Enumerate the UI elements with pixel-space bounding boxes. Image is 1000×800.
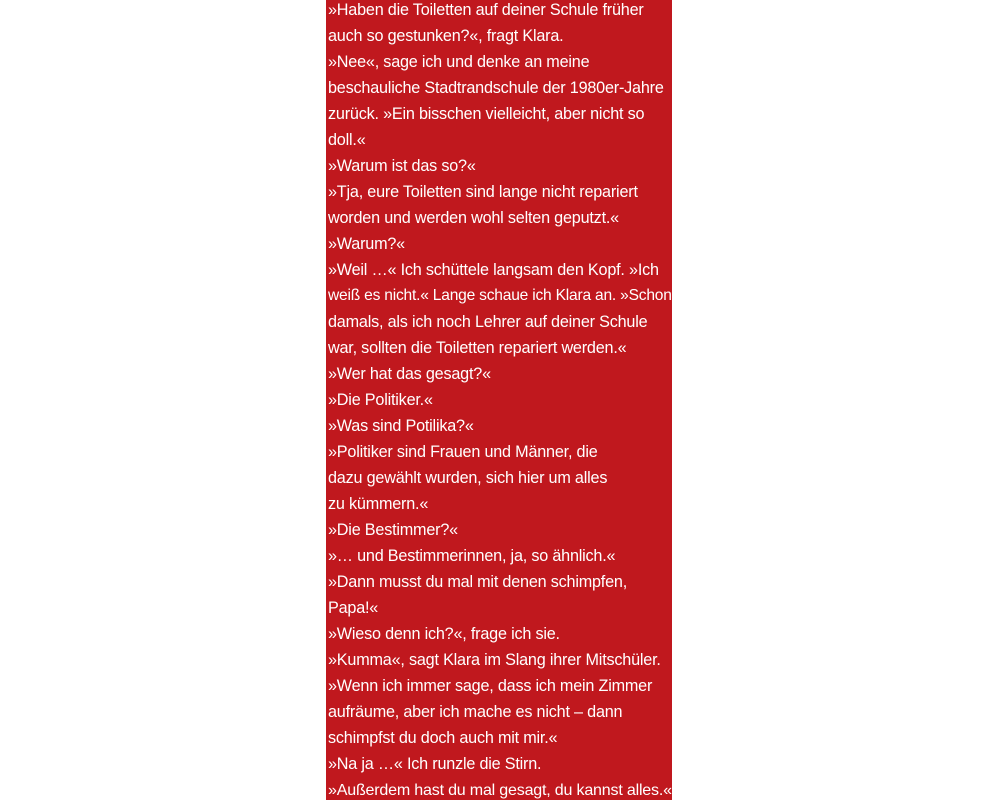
text-line: war, sollten die Toiletten repariert werden.«	[328, 339, 627, 357]
text-line: schimpfst du doch auch mit mir.«	[328, 729, 558, 747]
text-column	[326, 0, 672, 800]
text-line: »Nee«, sage ich und denke an meine	[328, 53, 590, 71]
text-line: zu kümmern.«	[328, 495, 429, 513]
text-line: »Haben die Toiletten auf deiner Schule früher	[328, 1, 644, 19]
text-line: »Außerdem hast du mal gesagt, du kannst alles.«	[328, 781, 672, 799]
text-line: »Warum?«	[328, 235, 405, 253]
text-line: »Kumma«, sagt Klara im Slang ihrer Mitschüler.	[328, 651, 661, 669]
text-line: »Die Bestimmer?«	[328, 521, 458, 539]
text-line: »Na ja …« Ich runzle die Stirn.	[328, 755, 542, 773]
text-line: beschauliche Stadtrandschule der 1980er-Jahre	[328, 79, 664, 97]
text-line: »… und Bestimmerinnen, ja, so ähnlich.«	[328, 547, 616, 565]
text-line: »Wieso denn ich?«, frage ich sie.	[328, 625, 560, 643]
text-line: »Die Politiker.«	[328, 391, 433, 409]
text-line: Papa!«	[328, 599, 379, 617]
text-line: »Weil …« Ich schüttele langsam den Kopf. »Ich	[328, 261, 659, 279]
text-line: »Wenn ich immer sage, dass ich mein Zimmer	[328, 677, 653, 695]
text-line: »Tja, eure Toiletten sind lange nicht repariert	[328, 183, 638, 201]
text-line: damals, als ich noch Lehrer auf deiner Schule	[328, 313, 648, 331]
text-line: »Wer hat das gesagt?«	[328, 365, 491, 383]
text-line: »Warum ist das so?«	[328, 157, 476, 175]
text-line: auch so gestunken?«, fragt Klara.	[328, 27, 564, 45]
text-line: »Politiker sind Frauen und Männer, die	[328, 443, 598, 461]
text-line: doll.«	[328, 131, 366, 149]
text-line: aufräume, aber ich mache es nicht – dann	[328, 703, 623, 721]
text-line: »Dann musst du mal mit denen schimpfen,	[328, 573, 628, 591]
text-line: zurück. »Ein bisschen vielleicht, aber nicht so	[328, 105, 645, 123]
text-line: dazu gewählt wurden, sich hier um alles	[328, 469, 608, 487]
text-line: weiß es nicht.« Lange schaue ich Klara an. »Schon	[328, 287, 672, 304]
text-line: worden und werden wohl selten geputzt.«	[328, 209, 619, 227]
text-line: »Was sind Potilika?«	[328, 417, 474, 435]
